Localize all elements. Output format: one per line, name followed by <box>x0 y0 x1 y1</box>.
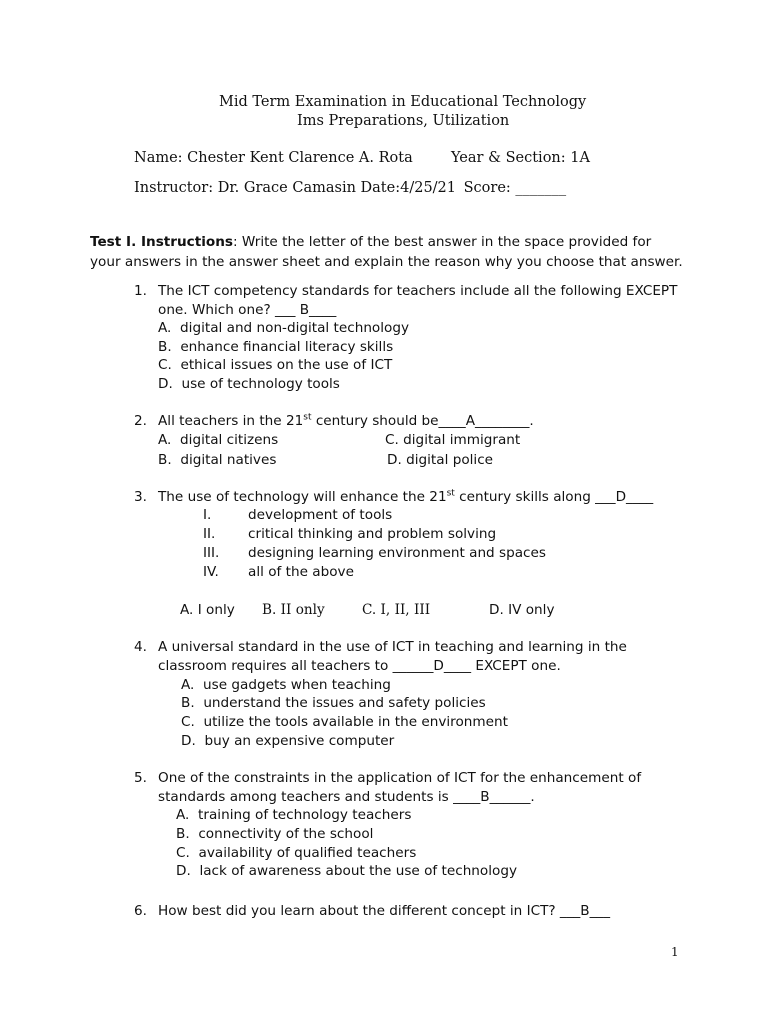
question-1-option: B. enhance financial literacy skills <box>158 339 394 355</box>
question-4-line-1: A universal standard in the use of ICT in teaching and learning in the <box>158 639 627 655</box>
name-value: Chester Kent Clarence A. Rota <box>187 150 413 166</box>
roman-numeral: III. <box>203 545 220 561</box>
question-3-line-1: The use of technology will enhance the 21st century skills along ___D____ <box>158 488 654 505</box>
question-5-line-2: standards among teachers and students is ____B______. <box>158 789 535 805</box>
question-1-line-1: The ICT competency standards for teachers include all the following EXCEPT <box>158 283 678 299</box>
year-section-label: Year & Section: <box>451 150 566 166</box>
score-value: _______ <box>515 180 567 196</box>
instructor-label: Instructor: <box>134 180 214 196</box>
question-4-number: 4. <box>134 639 147 655</box>
question-1-option: D. use of technology tools <box>158 376 340 392</box>
question-5-number: 5. <box>134 770 147 786</box>
roman-numeral: II. <box>203 526 216 542</box>
question-5-option: D. lack of awareness about the use of technology <box>176 863 518 879</box>
question-1-option: C. ethical issues on the use of ICT <box>158 357 393 373</box>
year-section-row <box>451 150 590 166</box>
question-3-number: 3. <box>134 489 147 505</box>
question-6-line-1: How best did you learn about the different concept in ICT? ___B___ <box>158 903 611 919</box>
question-2-option: A. digital citizens <box>158 432 279 448</box>
roman-item-text: designing learning environment and spaces <box>248 545 546 561</box>
instructions-text-2: your answers in the answer sheet and explain the reason why you choose that answer. <box>90 254 683 270</box>
question-2-option: D. digital police <box>387 452 494 468</box>
roman-item-text: development of tools <box>248 507 393 523</box>
instructor-value: Dr. Grace Camasin <box>217 180 356 196</box>
instructions-label: Test I. Instructions <box>90 234 233 250</box>
question-1-option: A. digital and non-digital technology <box>158 320 410 336</box>
score-label: Score: <box>463 180 511 196</box>
question-1-number: 1. <box>134 283 147 299</box>
instructions-text-1: : Write the letter of the best answer in the space provided for <box>233 234 652 250</box>
date-label: Date: <box>360 180 401 196</box>
question-2-option: B. digital natives <box>158 452 277 468</box>
instructions <box>90 234 682 250</box>
question-4-option: A. use gadgets when teaching <box>181 677 391 693</box>
question-4-line-2: classroom requires all teachers to ______D____ EXCEPT one. <box>158 658 561 674</box>
question-5-option: B. connectivity of the school <box>176 826 374 842</box>
question-6-number: 6. <box>134 903 147 919</box>
year-section-value: 1A <box>570 150 590 166</box>
question-4-option: C. utilize the tools available in the environment <box>181 714 508 730</box>
question-3-choice: D. IV only <box>489 602 555 618</box>
question-4-option: B. understand the issues and safety policies <box>181 695 486 711</box>
instructor-row <box>134 180 566 196</box>
page-number: 1 <box>671 945 679 959</box>
roman-item-text: all of the above <box>248 564 354 580</box>
question-3-choice: A. I only <box>180 602 235 618</box>
question-1-line-2: one. Which one? ___ B____ <box>158 302 337 318</box>
question-2-number: 2. <box>134 413 147 429</box>
exam-title: Mid Term Examination in Educational Technology <box>219 94 587 110</box>
exam-subtitle: Ims Preparations, Utilization <box>297 113 510 129</box>
roman-item-text: critical thinking and problem solving <box>248 526 497 542</box>
name-label: Name: <box>134 150 183 166</box>
name-row <box>134 150 413 166</box>
date-value: 4/25/21 <box>400 180 457 196</box>
question-5-option: A. training of technology teachers <box>176 807 412 823</box>
question-3-choice: C. I, II, III <box>362 602 431 618</box>
question-5-line-1: One of the constraints in the application of ICT for the enhancement of <box>158 770 642 786</box>
question-4-option: D. buy an expensive computer <box>181 733 395 749</box>
question-5-option: C. availability of qualified teachers <box>176 845 417 861</box>
question-2-line-1: All teachers in the 21st century should be____A________. <box>158 412 534 429</box>
roman-numeral: IV. <box>203 564 219 580</box>
question-3-choice: B. II only <box>262 602 325 618</box>
roman-numeral: I. <box>203 507 212 523</box>
question-2-option: C. digital immigrant <box>385 432 521 448</box>
